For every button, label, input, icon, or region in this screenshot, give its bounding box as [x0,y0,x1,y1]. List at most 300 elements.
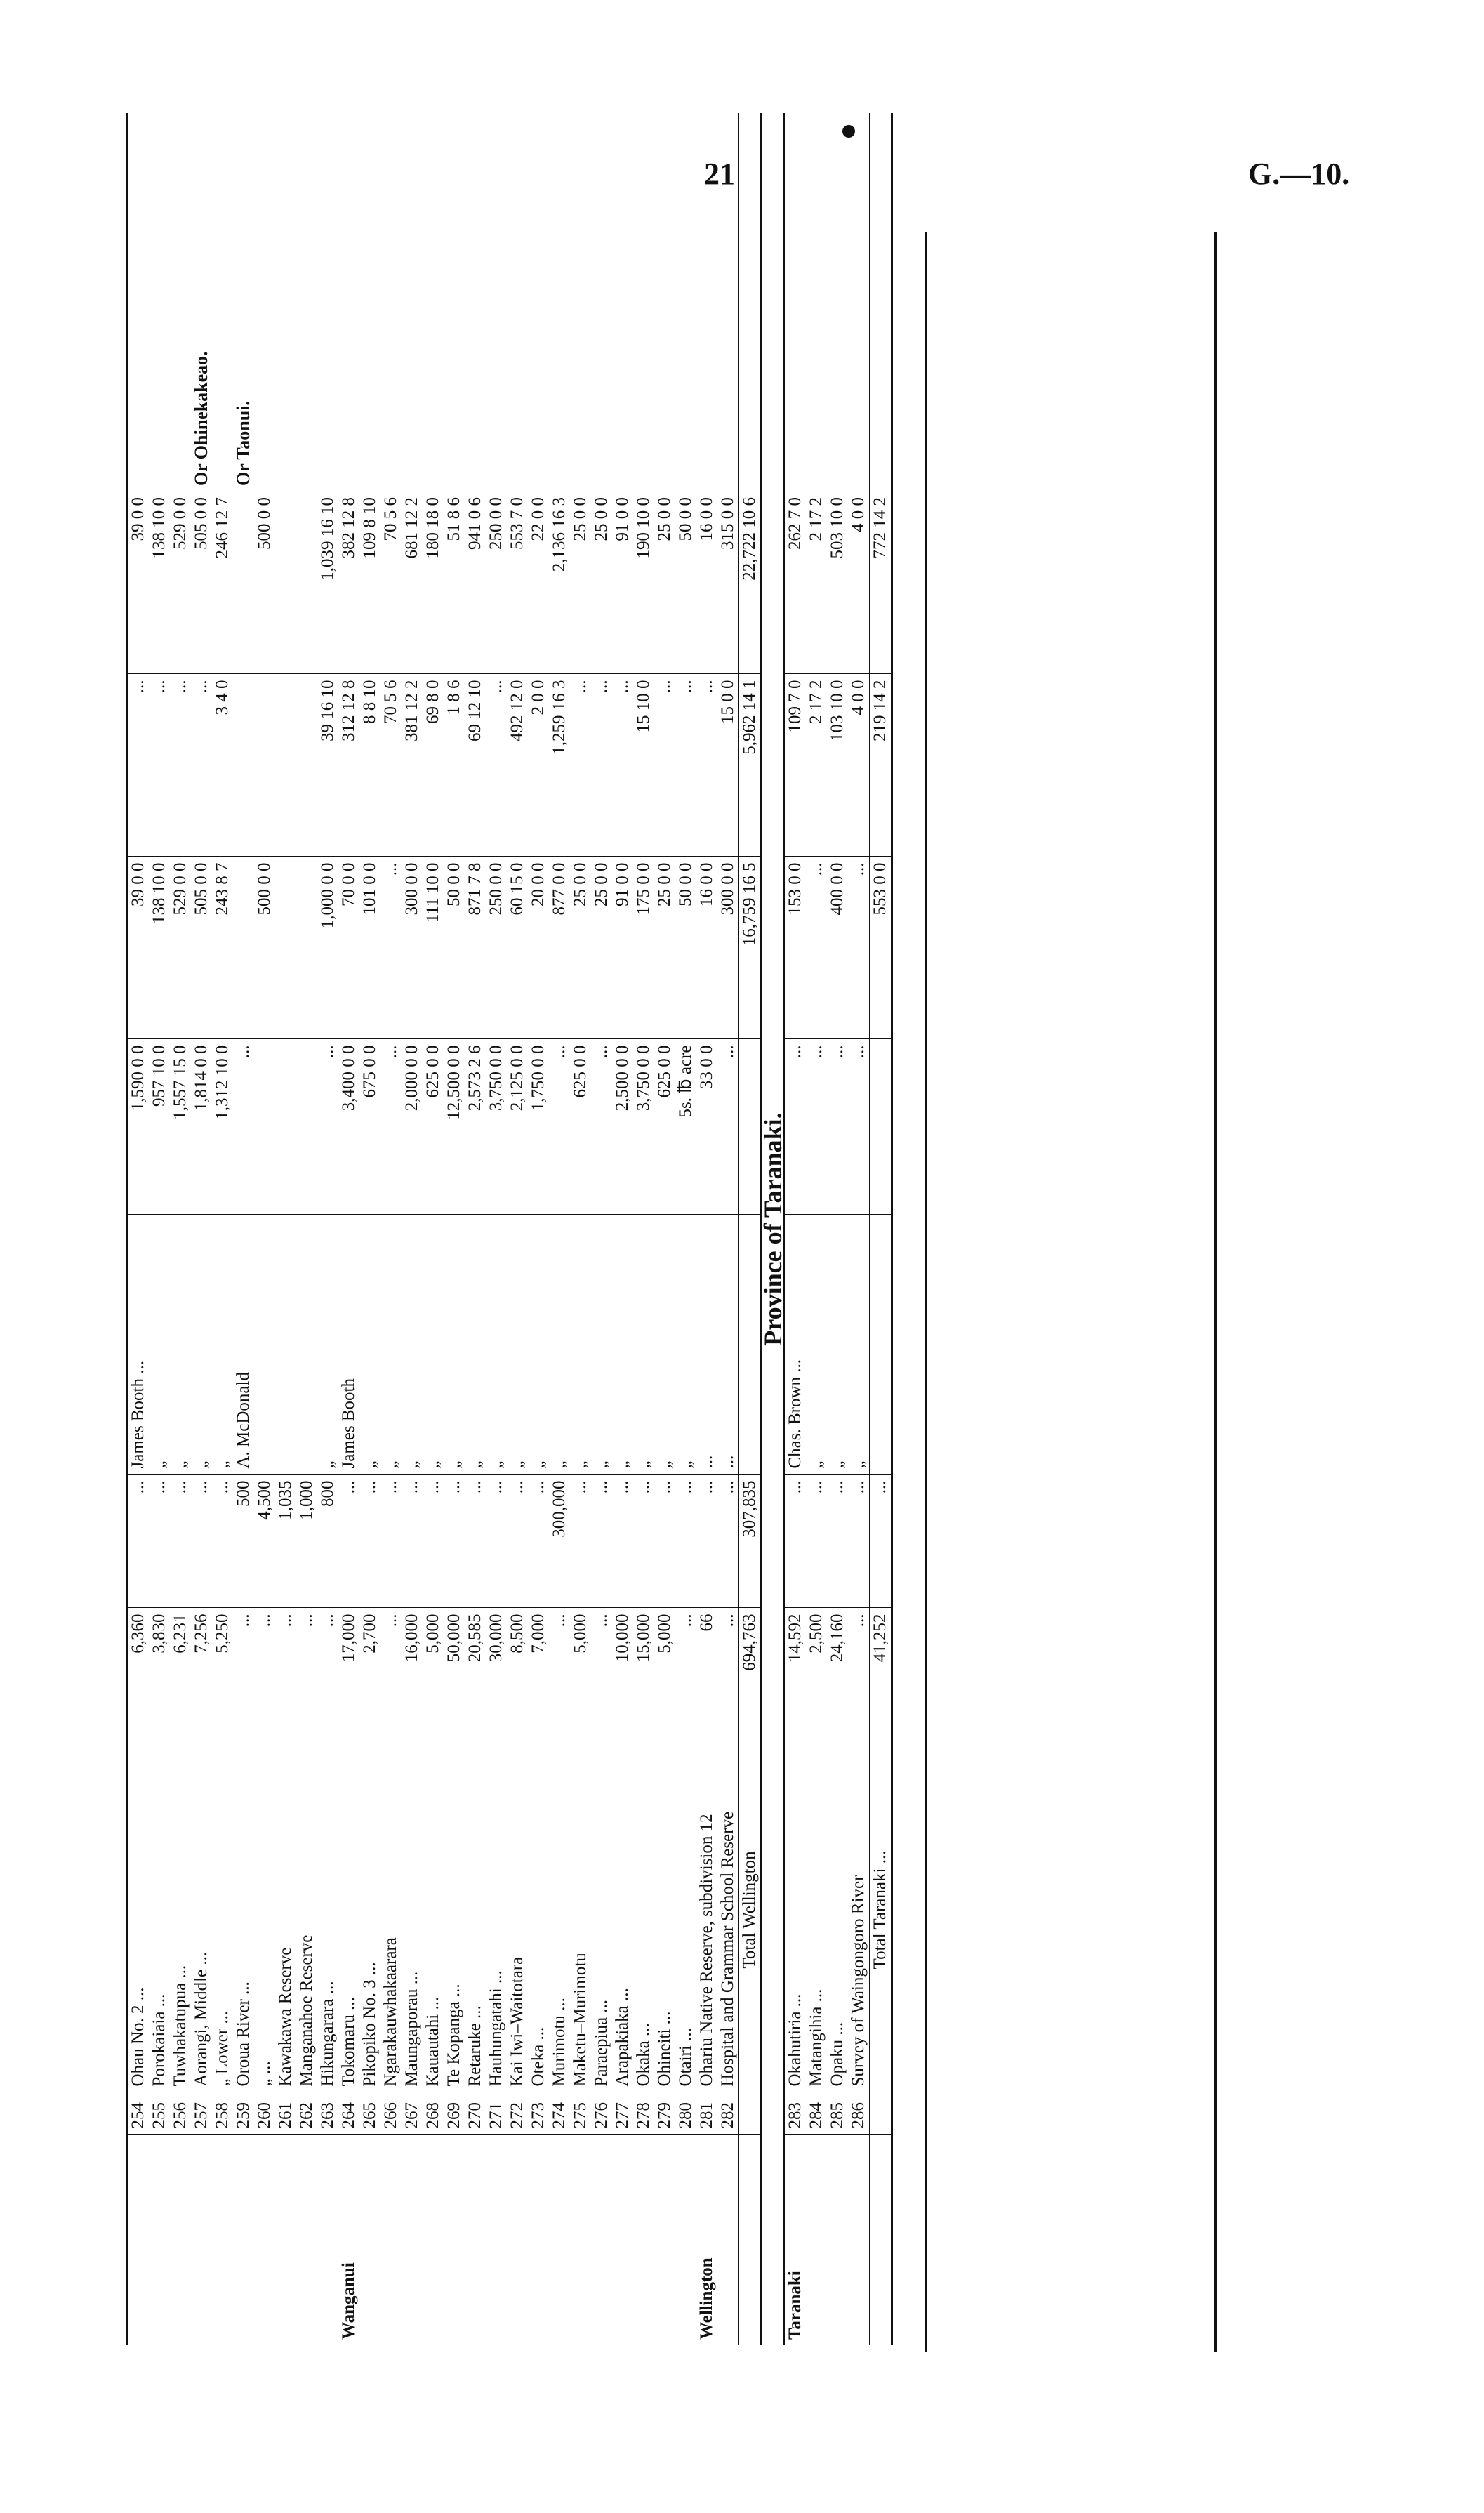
agent-cell: „ [486,1215,507,1475]
area-cell: 24,160 [827,1608,848,1727]
expenses-cell: ... [149,674,170,857]
lease-area-cell: ... [654,1475,675,1608]
block-number-cell: 259 [233,2092,254,2135]
block-number-cell: 265 [359,2092,380,2135]
total-expenses: 219 14 2 [870,674,892,857]
block-number-cell: 261 [275,2092,296,2135]
block-name-cell: Okahutiria ... [784,1727,806,2092]
total-cell: 25 0 0 [654,492,675,674]
total-cell: 503 10 0 [827,492,848,674]
expenses-cell: ... [696,674,717,857]
area-cell: ... [549,1608,570,1727]
block-name-cell: Hospital and Grammar School Reserve [717,1727,739,2092]
remarks-cell [654,113,675,492]
remarks-cell [696,113,717,492]
block-name-cell: Kauautahi ... [423,1727,444,2092]
agent-cell: „ [402,1215,423,1475]
block-number-cell: 262 [296,2092,317,2135]
district-cell [149,2135,170,2345]
block-name-cell: Aorangi, Middle ... [191,1727,212,2092]
remarks-cell [254,113,275,492]
price-cell: ... [806,1039,827,1215]
area-cell: 30,000 [486,1608,507,1727]
expenses-cell: 381 12 2 [402,674,423,857]
block-number-cell [870,2092,892,2135]
block-number-cell: 277 [612,2092,633,2135]
remarks-cell [127,113,149,492]
area-cell: ... [675,1608,696,1727]
district-cell [486,2135,507,2345]
remarks-cell [612,113,633,492]
table-row [338,113,359,2345]
advances-cell: 175 0 0 [633,857,654,1039]
agent-cell: „ [806,1215,827,1475]
advances-cell: ... [380,857,402,1039]
lease-area-cell: ... [380,1475,402,1608]
advances-cell: 138 10 0 [149,857,170,1039]
block-number-cell: 282 [717,2092,739,2135]
advances-cell: 91 0 0 [612,857,633,1039]
price-cell: 2,000 0 0 [402,1039,423,1215]
remarks-cell [317,113,338,492]
lease-area-cell: ... [591,1475,612,1608]
price-cell [870,1039,892,1215]
advances-cell: ... [806,857,827,1039]
agent-cell: „ [528,1215,549,1475]
district-cell [827,2135,848,2345]
area-cell: 8,500 [507,1608,528,1727]
agent-cell: „ [149,1215,170,1475]
table-row [549,113,570,2345]
area-cell: 5,000 [423,1608,444,1727]
price-cell: 3,750 0 0 [633,1039,654,1215]
lease-area-cell: ... [191,1475,212,1608]
block-name-cell: Porokaiaia ... [149,1727,170,2092]
remarks-cell [591,113,612,492]
total-lease: ... [870,1475,892,1608]
total-cell: 382 12 8 [338,492,359,674]
table-row [212,113,233,2345]
remarks-cell [633,113,654,492]
block-name-cell: Oroua River ... [233,1727,254,2092]
expenses-cell: ... [612,674,633,857]
remarks-cell [717,113,739,492]
expenses-cell: ... [486,674,507,857]
block-number-cell: 255 [149,2092,170,2135]
advances-cell: 20 0 0 [528,857,549,1039]
price-cell: 3,750 0 0 [486,1039,507,1215]
advances-cell: 39 0 0 [127,857,149,1039]
advances-cell: 300 0 0 [717,857,739,1039]
area-cell: 17,000 [338,1608,359,1727]
table-row [191,113,212,2345]
area-cell: ... [317,1608,338,1727]
lease-area-cell: ... [675,1475,696,1608]
table-row [827,113,848,2345]
advances-cell: 529 0 0 [170,857,191,1039]
district-cell: Wanganui [339,2262,358,2340]
block-number-cell: 281 [696,2092,717,2135]
area-cell: ... [233,1608,254,1727]
table-row [170,113,191,2345]
total-cell: 22 0 0 [528,492,549,674]
price-cell: ... [380,1039,402,1215]
block-number-cell: 272 [507,2092,528,2135]
district-cell [591,2135,612,2345]
lease-area-cell: ... [149,1475,170,1608]
table-row [528,113,549,2345]
lease-area-cell: 300,000 [549,1475,570,1608]
remarks-cell [212,113,233,492]
table-row [570,113,591,2345]
table-row [275,113,296,2345]
block-name-cell: Opaku ... [827,1727,848,2092]
advances-cell: 16 0 0 [696,857,717,1039]
total-label: Total Taranaki ... [870,1727,892,2092]
area-cell: 2,500 [806,1608,827,1727]
district-cell [191,2135,212,2345]
district-cell [275,2135,296,2345]
total-cell: 941 0 6 [465,492,486,674]
agent-cell: „ [549,1215,570,1475]
total-cell: 138 10 0 [149,492,170,674]
advances-cell: 50 0 0 [675,857,696,1039]
advances-cell: 400 0 0 [827,857,848,1039]
lease-area-cell: ... [633,1475,654,1608]
area-cell: 66 [696,1608,717,1727]
block-number-cell: 286 [848,2092,870,2135]
agent-cell: Chas. Brown ... [784,1215,806,1475]
district-cell [465,2135,486,2345]
price-cell: ... [827,1039,848,1215]
expenses-cell: 109 7 0 [784,674,806,857]
expenses-cell [275,674,296,857]
block-name-cell: Maketu–Murimotu [570,1727,591,2092]
lease-area-cell: ... [717,1475,739,1608]
lease-area-cell: ... [127,1475,149,1608]
block-name-cell: Ohau No. 2 ... [127,1727,149,2092]
table-row [380,113,402,2345]
advances-cell: 70 0 0 [338,857,359,1039]
block-name-cell: Tokomaru ... [338,1727,359,2092]
price-cell: 1,590 0 0 [127,1039,149,1215]
total-cell: 246 12 7 [212,492,233,674]
area-cell: 16,000 [402,1608,423,1727]
block-name-cell: Kawakawa Reserve [275,1727,296,2092]
area-cell: 50,000 [444,1608,465,1727]
price-cell: 625 0 0 [654,1039,675,1215]
agent-cell: „ [465,1215,486,1475]
district-cell [507,2135,528,2345]
agent-cell: ... [696,1215,717,1475]
district-cell [254,2135,275,2345]
district-cell [612,2135,633,2345]
price-cell [296,1039,317,1215]
block-number-cell: 258 [212,2092,233,2135]
table-row [848,113,870,2345]
district-cell [402,2135,423,2345]
remarks-cell [465,113,486,492]
expenses-cell: 15 10 0 [633,674,654,857]
area-cell: 3,830 [149,1608,170,1727]
table-row [444,113,465,2345]
total-advances: 16,759 16 5 [739,857,762,1039]
province-heading-row [762,113,785,2345]
agent-cell: ... [717,1215,739,1475]
remarks-cell [507,113,528,492]
district-cell: Wellington [697,2257,716,2340]
total-advances: 553 0 0 [870,857,892,1039]
block-number-cell: 273 [528,2092,549,2135]
block-name-cell: Okaka ... [633,1727,654,2092]
price-cell: 3,400 0 0 [338,1039,359,1215]
total-area: 41,252 [870,1608,892,1727]
advances-cell: ... [848,857,870,1039]
block-name-cell: Hauhungatahi ... [486,1727,507,2092]
total-lease: 307,835 [739,1475,762,1608]
agent-cell: „ [507,1215,528,1475]
advances-cell: 877 0 0 [549,857,570,1039]
table-row [654,113,675,2345]
agent-cell: „ [570,1215,591,1475]
lease-area-cell: ... [827,1475,848,1608]
total-area: 694,763 [739,1608,762,1727]
block-name-cell: Paraepiua ... [591,1727,612,2092]
remarks-cell [402,113,423,492]
total-cell: 25 0 0 [591,492,612,674]
total-row-taranaki [870,113,892,2345]
total-cell: 50 0 0 [675,492,696,674]
table-row [465,113,486,2345]
advances-cell: 111 10 0 [423,857,444,1039]
area-cell: 7,000 [528,1608,549,1727]
block-name-cell: Matangihia ... [806,1727,827,2092]
table-row [254,113,275,2345]
rotated-ledger [126,113,1228,2345]
district-cell [633,2135,654,2345]
block-name-cell: Murimotu ... [549,1727,570,2092]
table-row [486,113,507,2345]
expenses-cell: 1,259 16 3 [549,674,570,857]
expenses-cell [254,674,275,857]
agent-cell: „ [444,1215,465,1475]
total-cell [233,492,254,674]
district-cell [528,2135,549,2345]
table-row [806,113,827,2345]
district-cell [423,2135,444,2345]
ledger-table [126,113,893,2345]
area-cell: ... [717,1608,739,1727]
lease-area-cell: ... [528,1475,549,1608]
agent-cell: A. McDonald [233,1215,254,1475]
total-cell: 2 17 2 [806,492,827,674]
expenses-cell: 39 16 10 [317,674,338,857]
total-cell: 262 7 0 [784,492,806,674]
remarks-cell [870,113,892,492]
expenses-cell: ... [127,674,149,857]
advances-cell: 25 0 0 [591,857,612,1039]
price-cell: ... [591,1039,612,1215]
price-cell: ... [317,1039,338,1215]
table-row [233,113,254,2345]
block-name-cell: Retaruke ... [465,1727,486,2092]
block-number-cell: 274 [549,2092,570,2135]
district-cell [870,2135,892,2345]
block-name-cell: Tuwhakatupua ... [170,1727,191,2092]
remarks-cell [806,113,827,492]
block-number-cell: 254 [127,2092,149,2135]
block-name-cell: Survey of Waingongoro River [848,1727,870,2092]
lease-area-cell: ... [612,1475,633,1608]
advances-cell: 101 0 0 [359,857,380,1039]
remarks-cell [423,113,444,492]
expenses-cell: ... [675,674,696,857]
area-cell: ... [591,1608,612,1727]
district-cell [654,2135,675,2345]
table-row [784,113,806,2345]
expenses-cell: 2 0 0 [528,674,549,857]
block-number-cell: 283 [784,2092,806,2135]
expenses-cell: 1 8 6 [444,674,465,857]
price-cell: 1,814 0 0 [191,1039,212,1215]
agent-cell [870,1215,892,1475]
block-number-cell: 284 [806,2092,827,2135]
price-cell [739,1039,762,1215]
total-cell: 500 0 0 [254,492,275,674]
advances-cell: 243 8 7 [212,857,233,1039]
block-name-cell: „ ... [254,1727,275,2092]
area-cell: 6,231 [170,1608,191,1727]
area-cell: 10,000 [612,1608,633,1727]
expenses-cell: 3 4 0 [212,674,233,857]
district-cell [848,2135,870,2345]
expenses-cell: ... [654,674,675,857]
table-row [127,113,149,2345]
table-row [696,113,717,2345]
price-cell: 12,500 0 0 [444,1039,465,1215]
remarks-cell [296,113,317,492]
lease-area-cell: ... [444,1475,465,1608]
agent-cell [275,1215,296,1475]
area-cell: 2,700 [359,1608,380,1727]
province-heading: Province of Taranaki. [762,113,785,2345]
area-cell: 5,250 [212,1608,233,1727]
area-cell: ... [296,1608,317,1727]
total-cell: 4 0 0 [848,492,870,674]
total-cell: 553 7 0 [507,492,528,674]
remarks-cell [549,113,570,492]
price-cell: 1,312 10 0 [212,1039,233,1215]
advances-cell: 500 0 0 [254,857,275,1039]
block-number-cell: 280 [675,2092,696,2135]
expenses-cell: 103 10 0 [827,674,848,857]
advances-cell: 871 7 8 [465,857,486,1039]
block-number-cell: 264 [338,2092,359,2135]
district-cell [380,2135,402,2345]
remarks-cell [170,113,191,492]
price-cell: 957 10 0 [149,1039,170,1215]
lease-area-cell: ... [465,1475,486,1608]
area-cell: 15,000 [633,1608,654,1727]
district-cell [549,2135,570,2345]
total-cell: 2,136 16 3 [549,492,570,674]
remarks-cell [848,113,870,492]
expenses-cell: 492 12 0 [507,674,528,857]
lease-area-cell: ... [507,1475,528,1608]
district-cell [359,2135,380,2345]
district-cell [739,2135,762,2345]
district-cell [212,2135,233,2345]
lease-area-cell: ... [486,1475,507,1608]
page-number: 21 [704,157,735,191]
price-cell [275,1039,296,1215]
lease-area-cell: 500 [233,1475,254,1608]
remarks-cell [275,113,296,492]
lease-area-cell: 1,000 [296,1475,317,1608]
block-number-cell: 271 [486,2092,507,2135]
block-name-cell: Kai Iwi–Waitotara [507,1727,528,2092]
remarks-cell [784,113,806,492]
expenses-cell: 312 12 8 [338,674,359,857]
block-name-cell: Ngarakauwhakaarara [380,1727,402,2092]
table-row [507,113,528,2345]
table-row [296,113,317,2345]
expenses-cell: 4 0 0 [848,674,870,857]
remarks-cell: Or Taonui. [233,401,253,486]
remarks-cell [675,113,696,492]
total-cell [275,492,296,674]
taranaki-section [759,113,892,2345]
expenses-cell [233,674,254,857]
block-number-cell: 266 [380,2092,402,2135]
district-cell [296,2135,317,2345]
remarks-cell [570,113,591,492]
advances-cell [296,857,317,1039]
total-cell: 16 0 0 [696,492,717,674]
agent-cell: „ [317,1215,338,1475]
agent-cell: „ [633,1215,654,1475]
price-cell: ... [549,1039,570,1215]
table-row [423,113,444,2345]
lease-area-cell: 4,500 [254,1475,275,1608]
price-cell: ... [717,1039,739,1215]
lease-area-cell: 1,035 [275,1475,296,1608]
advances-cell [233,857,254,1039]
advances-cell: 50 0 0 [444,857,465,1039]
advances-cell: 1,000 0 0 [317,857,338,1039]
total-grand: 772 14 2 [870,492,892,674]
block-number-cell: 256 [170,2092,191,2135]
total-cell: 1,039 16 10 [317,492,338,674]
total-cell: 25 0 0 [570,492,591,674]
block-name-cell: Ohariu Native Reserve, subdivision 12 [696,1727,717,2092]
area-cell: 20,585 [465,1608,486,1727]
block-name-cell: Manganahoe Reserve [296,1727,317,2092]
block-name-cell: Oteka ... [528,1727,549,2092]
expenses-cell: 70 5 6 [380,674,402,857]
expenses-cell: ... [170,674,191,857]
district-cell [806,2135,827,2345]
table-row [717,113,739,2345]
price-cell: 1,750 0 0 [528,1039,549,1215]
remarks-cell [444,113,465,492]
price-cell: ... [233,1039,254,1215]
expenses-cell: 8 8 10 [359,674,380,857]
area-cell: 5,000 [570,1608,591,1727]
block-name-cell: Hikungarara ... [317,1727,338,2092]
total-grand: 22,722 10 6 [739,492,762,674]
block-number-cell: 285 [827,2092,848,2135]
